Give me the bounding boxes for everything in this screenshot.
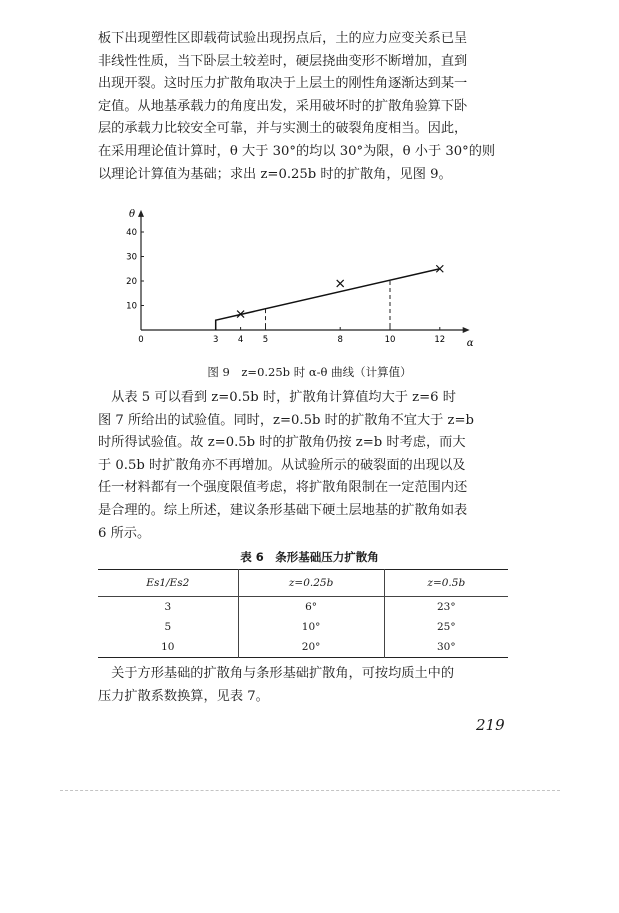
- paragraph-line: 任一材料都有一个强度限值考虑，将扩散角限制在一定范围内还: [98, 480, 468, 496]
- y-tick-label: 20: [126, 277, 137, 287]
- table-cell: 30°: [384, 637, 508, 658]
- x-axis-arrow-icon: [463, 327, 470, 333]
- y-tick-label: 10: [126, 301, 137, 312]
- column-header: z=0.5b: [384, 570, 508, 597]
- figure-caption: 图 9 z=0.25b 时 α-θ 曲线（计算值）: [207, 365, 412, 379]
- y-axis-label: θ: [129, 208, 136, 220]
- y-tick-label: 40: [126, 228, 137, 238]
- y-axis-arrow-icon: [138, 210, 144, 217]
- table-cell: 25°: [384, 617, 508, 637]
- paragraph-line: 从表 5 可以看到 z=0.5b 时，扩散角计算值均大于 z=6 时: [98, 390, 456, 405]
- x-tick-label: 12: [434, 335, 446, 345]
- paragraph-1: [98, 28, 512, 186]
- paragraph-line: 是合理的。综上所述，建议条形基础下硬土层地基的扩散角如表: [98, 502, 468, 518]
- paragraph-line: 图 7 所给出的试验值。同时，z=0.5b 时的扩散角不宜大于 z=b: [98, 412, 474, 428]
- paragraph-line: 在采用理论值计算时，θ 大于 30°的均以 30°为限，θ 小于 30°的则: [98, 143, 496, 159]
- table-cell: 23°: [384, 597, 508, 618]
- paragraph-2: [98, 387, 512, 545]
- table-header-row: [98, 570, 508, 597]
- table-cell: 10°: [238, 617, 384, 637]
- paragraph-line: 时所得试验值。故 z=0.5b 时的扩散角仍按 z=b 时考虑，而大: [98, 435, 466, 451]
- column-header: Es1/Es2: [98, 570, 238, 597]
- alpha-theta-chart: [118, 190, 488, 358]
- table-row: [98, 597, 508, 618]
- paragraph-line: 以理论计算值为基础；求出 z=0.25b 时的扩散角，见图 9。: [98, 166, 452, 182]
- table-cell: 20°: [238, 637, 384, 658]
- table-title: 表 6 条形基础压力扩散角: [240, 550, 379, 564]
- table-cell: 10: [161, 641, 175, 653]
- table-cell: 5: [164, 621, 172, 633]
- column-header: z=0.25b: [238, 570, 384, 597]
- page-number: 219: [476, 716, 505, 734]
- paragraph-line: 出现开裂。这时压力扩散角取决于上层土的刚性角逐渐达到某一: [98, 76, 468, 92]
- y-tick-label: 30: [126, 252, 137, 263]
- paragraph-line: 层的承载力比较安全可靠，并与实测土的破裂角度相当。因此，: [98, 121, 468, 137]
- paragraph-line: 非线性性质，当下卧层土较差时，硬层挠曲变形不断增加，直到: [98, 53, 468, 69]
- data-point-marker: [337, 280, 344, 287]
- x-axis-label: α: [466, 338, 474, 349]
- paragraph-line: 定值。从地基承载力的角度出发，采用破坏时的扩散角验算下卧: [98, 98, 468, 114]
- scan-artifact-line: [60, 790, 560, 791]
- x-tick-label: 4: [237, 335, 244, 345]
- paragraph-3: [98, 663, 512, 708]
- table-cell: 3: [164, 601, 172, 613]
- paragraph-line: 板下出现塑性区即载荷试验出现拐点后，土的应力应变关系已呈: [98, 31, 468, 46]
- x-tick-label: 8: [337, 335, 343, 345]
- paragraph-line: 关于方形基础的扩散角与条形基础扩散角，可按均质土中的: [98, 666, 455, 681]
- paragraph-line: 于 0.5b 时扩散角亦不再增加。从试验所示的破裂面的出现以及: [98, 457, 466, 473]
- x-tick-label: 3: [212, 335, 219, 345]
- x-tick-label: 0: [138, 335, 144, 345]
- x-tick-label: 10: [384, 335, 396, 345]
- table-cell: 6°: [238, 597, 384, 618]
- x-tick-label: 5: [262, 335, 269, 345]
- table-row: [98, 637, 508, 658]
- table-row: [98, 617, 508, 637]
- paragraph-line: 压力扩散系数换算，见表 7。: [98, 688, 269, 704]
- series-line: [216, 269, 440, 330]
- paragraph-line: 6 所示。: [98, 525, 151, 541]
- diffusion-angle-table: [98, 569, 508, 658]
